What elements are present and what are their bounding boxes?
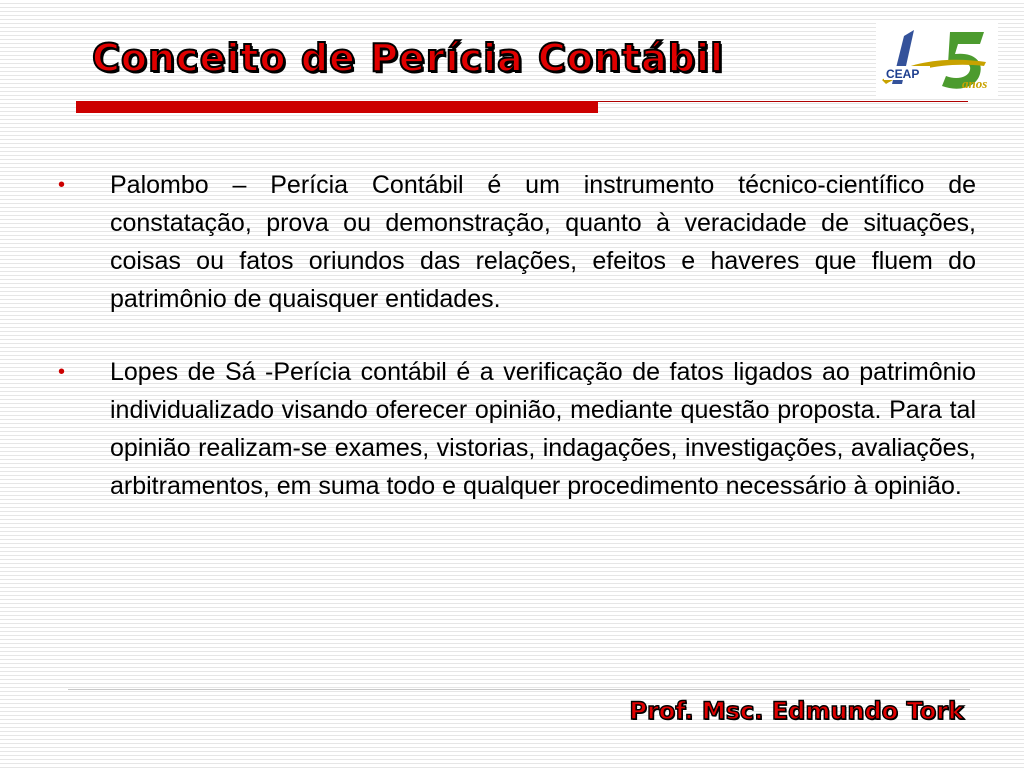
title-accent-bar	[76, 101, 598, 113]
bullet-icon: •	[58, 361, 66, 383]
list-item	[56, 353, 976, 505]
ceap-15-anos-logo	[876, 22, 998, 98]
slide-title: Conceito de Perícia Contábil	[92, 36, 724, 80]
bullet-list	[56, 166, 976, 540]
list-item	[56, 166, 976, 318]
author-name: Prof. Msc. Edmundo Tork	[629, 697, 964, 725]
logo-name: CEAP	[886, 67, 920, 81]
title-underline	[598, 101, 968, 102]
footer-divider	[68, 689, 970, 690]
logo-suffix: anos	[962, 76, 988, 91]
bullet-text: Palombo – Perícia Contábil é um instrumento técnico-científico de constatação, prova ou demonstração, quanto à veracidade de situações, coisas ou fatos oriundos das relações, efeitos e haveres que fluem do patrimônio de quaisquer entidades.	[110, 171, 976, 313]
bullet-text: Lopes de Sá -Perícia contábil é a verificação de fatos ligados ao patrimônio individualizado visando oferecer opinião, mediante questão proposta. Para tal opinião realizam-se exames, vistorias, indagações, investigações, avaliações, arbitramentos, em suma todo e qualquer procedimento necessário à opinião.	[110, 358, 976, 500]
bullet-icon: •	[58, 174, 66, 196]
